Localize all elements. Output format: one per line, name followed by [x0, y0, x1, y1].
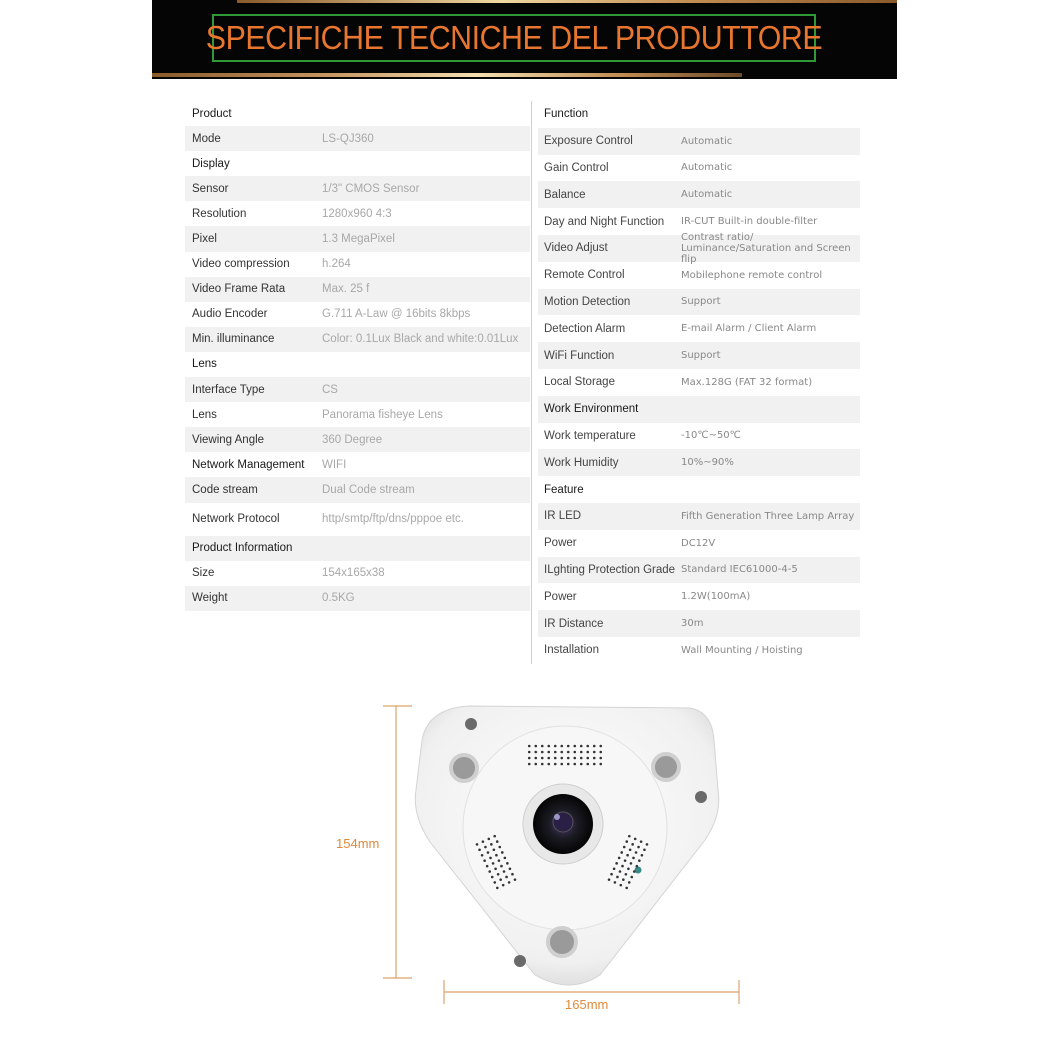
- spec-value: 1.3 MegaPixel: [322, 233, 395, 246]
- column-divider: [531, 101, 532, 664]
- spec-label: IR LED: [544, 510, 582, 523]
- spec-row: [185, 477, 530, 502]
- spec-value: Support: [681, 296, 721, 308]
- spec-label: Viewing Angle: [192, 433, 265, 446]
- speaker-hole: [580, 757, 583, 760]
- spec-label: Video compression: [192, 258, 290, 271]
- spec-label: Audio Encoder: [192, 308, 268, 321]
- speaker-hole: [580, 763, 583, 766]
- spec-label: Day and Night Function: [544, 215, 665, 228]
- section-header-row: [185, 101, 530, 126]
- spec-value: 154x165x38: [322, 567, 385, 580]
- speaker-hole: [567, 763, 570, 766]
- speaker-hole: [637, 846, 640, 849]
- spec-value: Color: 0.1Lux Black and white:0.01Lux: [322, 333, 519, 346]
- speaker-hole: [640, 840, 643, 843]
- speaker-hole: [534, 757, 537, 760]
- section-header-row: [538, 476, 860, 503]
- speaker-hole: [492, 862, 495, 865]
- spec-label: Interface Type: [192, 383, 265, 396]
- speaker-hole: [615, 862, 618, 865]
- section-header-row: [185, 536, 530, 561]
- spec-label: Video Frame Rata: [192, 283, 286, 296]
- width-dimension-label: 165mm: [565, 997, 609, 1012]
- speaker-hole: [554, 757, 557, 760]
- speaker-hole: [625, 887, 628, 890]
- section-header-row: [538, 396, 860, 423]
- speaker-hole: [554, 763, 557, 766]
- spec-label: Video Adjust: [544, 242, 608, 255]
- spec-row: [538, 315, 860, 342]
- speaker-hole: [620, 851, 623, 854]
- spec-row: [538, 637, 860, 664]
- speaker-hole: [580, 745, 583, 748]
- speaker-hole: [632, 857, 635, 860]
- speaker-hole: [501, 851, 504, 854]
- spec-value: 360 Degree: [322, 433, 383, 446]
- spec-label: IR Distance: [544, 617, 604, 630]
- spec-value: Automatic: [681, 189, 733, 201]
- speaker-hole: [493, 848, 496, 851]
- spec-label: Resolution: [192, 207, 247, 220]
- speaker-hole: [633, 870, 636, 873]
- spec-value: CS: [322, 383, 338, 396]
- spec-row: [538, 449, 860, 476]
- spec-value: Automatic: [681, 162, 733, 174]
- speaker-hole: [493, 835, 496, 838]
- speaker-hole: [625, 873, 628, 876]
- spec-label: Local Storage: [544, 376, 615, 389]
- spec-label: Lens: [192, 358, 217, 371]
- speaker-hole: [534, 763, 537, 766]
- spec-label: Feature: [544, 483, 584, 496]
- spec-value: Wall Mounting / Hoisting: [681, 644, 803, 656]
- speaker-hole: [554, 745, 557, 748]
- speaker-hole: [586, 745, 589, 748]
- spec-row: [538, 423, 860, 450]
- spec-row: [185, 201, 530, 226]
- speaker-hole: [509, 867, 512, 870]
- spec-row: [538, 583, 860, 610]
- speaker-hole: [634, 838, 637, 841]
- spec-row: [538, 231, 860, 265]
- speaker-hole: [505, 876, 508, 879]
- spec-row: [538, 181, 860, 208]
- spec-row: [185, 277, 530, 302]
- speaker-hole: [622, 878, 625, 881]
- spec-label: Pixel: [192, 233, 217, 246]
- spec-label: Motion Detection: [544, 295, 631, 308]
- status-led-icon: [635, 867, 642, 874]
- spec-label: Power: [544, 537, 577, 550]
- speaker-hole: [610, 873, 613, 876]
- speaker-hole: [560, 745, 563, 748]
- spec-value: Contrast ratio/ Luminance/Saturation and Screen flip: [681, 231, 851, 265]
- spec-label: Display: [192, 157, 230, 170]
- speaker-hole: [488, 838, 491, 841]
- spec-value: Mobilephone remote control: [681, 269, 823, 281]
- spec-label: Balance: [544, 188, 586, 201]
- gold-stripe-top: [237, 0, 897, 3]
- banner-title: SPECIFICHE TECNICHE DEL PRODUTTORE: [205, 19, 823, 56]
- speaker-hole: [599, 763, 602, 766]
- speaker-hole: [593, 763, 596, 766]
- spec-label: Min. illuminance: [192, 333, 275, 346]
- spec-row: [538, 530, 860, 557]
- speaker-hole: [618, 857, 621, 860]
- spec-label: Sensor: [192, 182, 229, 195]
- speaker-hole: [547, 763, 550, 766]
- speaker-hole: [483, 859, 486, 862]
- spec-label: Work Environment: [544, 403, 639, 416]
- speaker-hole: [503, 870, 506, 873]
- speaker-hole: [638, 859, 641, 862]
- speaker-hole: [625, 840, 628, 843]
- speaker-hole: [514, 878, 517, 881]
- spec-value: 1.2W(100mA): [681, 591, 751, 603]
- spec-row: [538, 557, 860, 584]
- gold-stripe-bottom: [152, 73, 742, 77]
- spec-label: Installation: [544, 644, 599, 657]
- speaker-hole: [541, 763, 544, 766]
- speaker-hole: [504, 857, 507, 860]
- speaker-hole: [620, 884, 623, 887]
- spec-value: Automatic: [681, 135, 733, 147]
- speaker-hole: [586, 751, 589, 754]
- spec-table-left: [185, 101, 530, 611]
- spec-value: 10%~90%: [681, 457, 734, 469]
- speaker-hole: [484, 846, 487, 849]
- spec-value: -10℃~50℃: [681, 430, 741, 442]
- speaker-hole: [580, 751, 583, 754]
- speaker-hole: [586, 763, 589, 766]
- speaker-hole: [482, 840, 485, 843]
- speaker-hole: [641, 854, 644, 857]
- speaker-hole: [624, 859, 627, 862]
- speaker-hole: [630, 876, 633, 879]
- speaker-hole: [498, 846, 501, 849]
- title-frame: [205, 14, 823, 62]
- speaker-hole: [593, 757, 596, 760]
- section-header-row: [185, 151, 530, 176]
- speaker-hole: [495, 854, 498, 857]
- camera-image: [415, 706, 718, 985]
- section-header-row: [185, 452, 530, 477]
- spec-value: http/smtp/ftp/dns/pppoe etc.: [322, 513, 464, 525]
- speaker-hole: [488, 870, 491, 873]
- speaker-hole: [573, 763, 576, 766]
- speaker-hole: [476, 843, 479, 846]
- speaker-hole: [494, 868, 497, 871]
- speaker-hole: [541, 745, 544, 748]
- spec-label: Network Management: [192, 458, 305, 471]
- speaker-hole: [497, 873, 500, 876]
- speaker-hole: [534, 751, 537, 754]
- spec-label: Product Information: [192, 542, 293, 555]
- speaker-hole: [506, 862, 509, 865]
- speaker-hole: [621, 865, 624, 868]
- spec-label: Gain Control: [544, 161, 609, 174]
- speaker-hole: [573, 757, 576, 760]
- speaker-hole: [500, 865, 503, 868]
- spec-row: [185, 226, 530, 251]
- speaker-hole: [599, 757, 602, 760]
- speaker-hole: [631, 843, 634, 846]
- spec-value: Support: [681, 350, 721, 362]
- spec-value: 1280x960 4:3: [322, 207, 392, 220]
- spec-value: Max. 25 f: [322, 283, 370, 296]
- speaker-hole: [481, 854, 484, 857]
- spec-table-right: [538, 101, 860, 664]
- spec-label: Function: [544, 108, 589, 121]
- speaker-hole: [547, 757, 550, 760]
- spec-label: Power: [544, 590, 577, 603]
- spec-row: [538, 155, 860, 182]
- speaker-hole: [567, 757, 570, 760]
- speaker-hole: [586, 757, 589, 760]
- spec-label: Remote Control: [544, 269, 625, 282]
- spec-row: [185, 252, 530, 277]
- speaker-hole: [547, 745, 550, 748]
- spec-value: 30m: [681, 618, 704, 630]
- spec-value: Max.128G (FAT 32 format): [681, 376, 813, 388]
- spec-value: Dual Code stream: [322, 483, 415, 496]
- spec-value: Standard IEC61000-4-5: [681, 564, 798, 576]
- speaker-hole: [613, 867, 616, 870]
- spec-row: [185, 402, 530, 427]
- speaker-hole: [560, 763, 563, 766]
- speaker-hole: [547, 751, 550, 754]
- spec-row: [538, 289, 860, 316]
- speaker-hole: [628, 835, 631, 838]
- speaker-hole: [636, 865, 639, 868]
- speaker-hole: [573, 745, 576, 748]
- speaker-hole: [593, 751, 596, 754]
- spec-row: [185, 126, 530, 151]
- speaker-hole: [496, 840, 499, 843]
- speaker-hole: [629, 848, 632, 851]
- speaker-hole: [573, 751, 576, 754]
- spec-label: Product: [192, 107, 232, 120]
- speaker-hole: [534, 745, 537, 748]
- spec-row: [538, 342, 860, 369]
- speaker-hole: [487, 851, 490, 854]
- speaker-hole: [560, 751, 563, 754]
- spec-label: Lens: [192, 408, 217, 421]
- spec-row: [185, 561, 530, 586]
- spec-value: Panorama fisheye Lens: [322, 408, 443, 421]
- speaker-hole: [502, 884, 505, 887]
- ir-led-icons: [451, 754, 679, 956]
- spec-value: E-mail Alarm / Client Alarm: [681, 323, 817, 335]
- speaker-hole: [616, 876, 619, 879]
- spec-value: 0.5KG: [322, 592, 355, 605]
- speaker-hole: [643, 849, 646, 852]
- dimension-lines: [383, 706, 739, 1004]
- spec-label: Size: [192, 567, 215, 580]
- speaker-hole: [498, 859, 501, 862]
- spec-row: [538, 369, 860, 396]
- spec-label: Work Humidity: [544, 456, 619, 469]
- speaker-hole: [478, 849, 481, 852]
- spec-label: Weight: [192, 592, 228, 605]
- spec-row: [185, 586, 530, 611]
- spec-row: [538, 128, 860, 155]
- section-header-row: [185, 352, 530, 377]
- speaker-hole: [499, 878, 502, 881]
- spec-label: Work temperature: [544, 429, 636, 442]
- speaker-hole: [646, 843, 649, 846]
- spec-row: [185, 176, 530, 201]
- spec-value: G.711 A-Law @ 16bits 8kbps: [322, 308, 471, 321]
- speaker-hole: [490, 843, 493, 846]
- speaker-hole: [626, 854, 629, 857]
- speaker-hole: [541, 757, 544, 760]
- speaker-hole: [554, 751, 557, 754]
- spec-row: [538, 262, 860, 289]
- spec-value: DC12V: [681, 537, 716, 549]
- speaker-hole: [627, 868, 630, 871]
- spec-label: WiFi Function: [544, 349, 615, 362]
- spec-row: [185, 503, 530, 536]
- speaker-hole: [635, 851, 638, 854]
- spec-row: [185, 377, 530, 402]
- spec-value: WIFI: [322, 458, 347, 471]
- spec-row: [185, 427, 530, 452]
- speaker-hole: [599, 751, 602, 754]
- speaker-hole: [567, 751, 570, 754]
- section-header-row: [538, 101, 860, 128]
- speaker-hole: [511, 873, 514, 876]
- speaker-hole: [528, 745, 531, 748]
- speaker-hole: [489, 857, 492, 860]
- speaker-hole: [619, 870, 622, 873]
- speaker-hole: [623, 846, 626, 849]
- speaker-hole: [528, 763, 531, 766]
- spec-label: Mode: [192, 132, 221, 145]
- speaker-hole: [630, 862, 633, 865]
- speaker-hole: [614, 881, 617, 884]
- speaker-hole: [496, 887, 499, 890]
- header-banner: [152, 0, 897, 79]
- speaker-hole: [628, 881, 631, 884]
- speaker-hole: [493, 881, 496, 884]
- screw-icons: [465, 718, 707, 967]
- speaker-hole: [608, 878, 611, 881]
- spec-value: LS-QJ360: [322, 132, 374, 145]
- speaker-hole: [560, 757, 563, 760]
- speaker-hole: [567, 745, 570, 748]
- speaker-hole: [593, 745, 596, 748]
- spec-label: Code stream: [192, 483, 258, 496]
- speaker-hole: [599, 745, 602, 748]
- spec-row: [185, 327, 530, 352]
- spec-value: Fifth Generation Three Lamp Array: [681, 510, 855, 522]
- speaker-hole: [508, 881, 511, 884]
- spec-row: [538, 610, 860, 637]
- height-dimension-label: 154mm: [336, 836, 380, 851]
- spec-label: Detection Alarm: [544, 322, 626, 335]
- spec-value: IR-CUT Built-in double-filter: [681, 216, 818, 228]
- spec-row: [538, 503, 860, 530]
- speaker-hole: [528, 757, 531, 760]
- speaker-hole: [541, 751, 544, 754]
- spec-row: [185, 302, 530, 327]
- speaker-hole: [486, 865, 489, 868]
- spec-value: 1/3" CMOS Sensor: [322, 182, 420, 195]
- spec-label: Network Protocol: [192, 513, 280, 525]
- speaker-hole: [528, 751, 531, 754]
- spec-value: h.264: [322, 258, 351, 271]
- speaker-hole: [491, 876, 494, 879]
- spec-label: Exposure Control: [544, 135, 633, 148]
- spec-label: ILghting Protection Grade: [544, 563, 676, 576]
